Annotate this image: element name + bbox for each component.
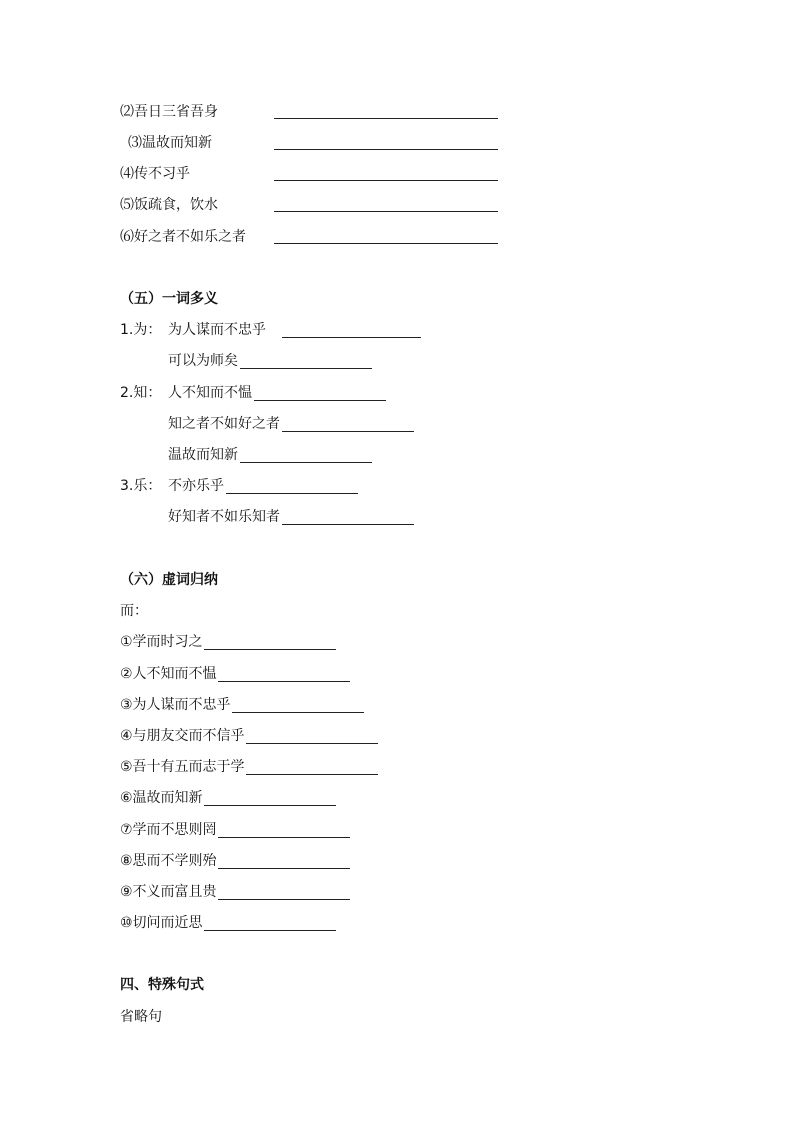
answer-blank[interactable]	[240, 368, 372, 369]
answer-blank[interactable]	[274, 149, 498, 150]
section-heading: （五）一词多义	[120, 291, 218, 307]
function-word-item: ⑧思而不学则殆	[120, 853, 217, 869]
translation-item: ⑷传不习乎	[120, 166, 190, 182]
polysemy-example: 不亦乐乎	[168, 478, 224, 494]
section-heading: 四、特殊句式	[120, 977, 204, 993]
answer-blank[interactable]	[246, 743, 378, 744]
polysemy-word-label: 1.为：	[120, 322, 162, 338]
answer-blank[interactable]	[240, 462, 372, 463]
answer-blank[interactable]	[274, 243, 498, 244]
function-word: 而：	[120, 603, 148, 619]
answer-blank[interactable]	[204, 805, 336, 806]
answer-blank[interactable]	[218, 681, 350, 682]
subheading: 省略句	[120, 1009, 162, 1025]
function-word-item: ②人不知而不愠	[120, 666, 217, 682]
function-word-item: ①学而时习之	[120, 634, 203, 650]
polysemy-example: 为人谋而不忠乎	[168, 322, 266, 338]
polysemy-example: 可以为师矣	[168, 353, 238, 369]
answer-blank[interactable]	[274, 180, 498, 181]
translation-item: ⑶温故而知新	[128, 135, 212, 151]
translation-item: ⑹好之者不如乐之者	[120, 229, 246, 245]
answer-blank[interactable]	[274, 118, 498, 119]
polysemy-example: 好知者不如乐知者	[168, 509, 280, 525]
polysemy-word-label: 3.乐：	[120, 478, 162, 494]
answer-blank[interactable]	[282, 524, 414, 525]
translation-item: ⑵吾日三省吾身	[120, 104, 218, 120]
function-word-item: ③为人谋而不忠乎	[120, 697, 231, 713]
function-word-item: ④与朋友交而不信乎	[120, 728, 245, 744]
function-word-item: ⑦学而不思则罔	[120, 822, 217, 838]
answer-blank[interactable]	[274, 211, 498, 212]
answer-blank[interactable]	[226, 493, 358, 494]
function-word-item: ⑤吾十有五而志于学	[120, 759, 245, 775]
answer-blank[interactable]	[282, 431, 414, 432]
section-heading: （六）虚词归纳	[120, 572, 218, 588]
polysemy-example: 温故而知新	[168, 447, 238, 463]
polysemy-example: 知之者不如好之者	[168, 416, 280, 432]
answer-blank[interactable]	[218, 837, 350, 838]
answer-blank[interactable]	[246, 774, 378, 775]
function-word-item: ⑨不义而富且贵	[120, 884, 217, 900]
function-word-item: ⑥温故而知新	[120, 790, 203, 806]
answer-blank[interactable]	[218, 899, 350, 900]
answer-blank[interactable]	[204, 649, 336, 650]
answer-blank[interactable]	[282, 337, 421, 338]
answer-blank[interactable]	[232, 712, 364, 713]
polysemy-example: 人不知而不愠	[168, 385, 252, 401]
polysemy-word-label: 2.知：	[120, 385, 162, 401]
answer-blank[interactable]	[254, 400, 386, 401]
answer-blank[interactable]	[204, 930, 336, 931]
translation-item: ⑸饭疏食，饮水	[120, 197, 218, 213]
answer-blank[interactable]	[218, 868, 350, 869]
function-word-item: ⑩切问而近思	[120, 915, 203, 931]
